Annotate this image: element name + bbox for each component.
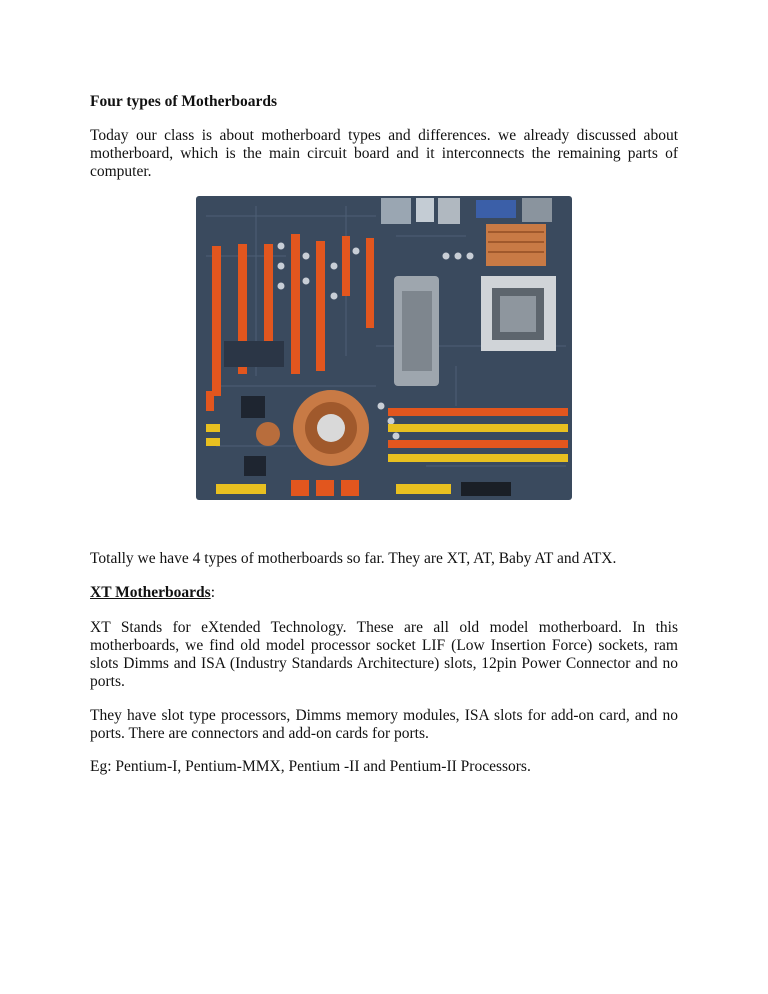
expansion-slot [342, 236, 350, 296]
xt-paragraph-2: They have slot type processors, Dimms memory modules, ISA slots for add-on card, and no ports. There are connectors and add-on cards for ports. [90, 707, 678, 742]
power-connector [461, 482, 511, 496]
brand-label-area [224, 341, 284, 367]
expansion-slot [316, 241, 325, 371]
xt-paragraph-3: Eg: Pentium-I, Pentium-MMX, Pentium -II and Pentium-II Processors. [90, 758, 531, 775]
chip [244, 456, 266, 476]
ram-slot [388, 440, 568, 448]
ram-slot [388, 424, 568, 432]
connector [396, 484, 451, 494]
vrm-heatsink [486, 224, 546, 266]
io-port [438, 198, 460, 224]
io-port [416, 198, 434, 222]
connector [291, 480, 309, 496]
expansion-slot [212, 246, 221, 396]
io-port [381, 198, 411, 224]
expansion-slot [366, 238, 374, 328]
connector [216, 484, 266, 494]
section-heading [90, 584, 678, 602]
chip [241, 396, 265, 418]
expansion-slot [291, 234, 300, 374]
io-port [522, 198, 552, 222]
motherboard-photo [196, 196, 572, 500]
xt-paragraph-1: XT Stands for eXtended Technology. These are all old model motherboard. In this motherboards, we find old model processor socket LIF (Low Insertion Force) sockets, ram slots Dimms and ISA (Industry Standards Architecture) slots, 12pin Power Connector and no ports. [90, 619, 678, 690]
page-title: Four types of Motherboards [90, 93, 277, 110]
intro-paragraph: Today our class is about motherboard types and differences. we already discussed about motherboard, which is the main circuit board and it interconnects the remaining parts of computer. [90, 127, 678, 180]
connector [341, 480, 359, 496]
summary-paragraph: Totally we have 4 types of motherboards so far. They are XT, AT, Baby AT and ATX. [90, 550, 617, 567]
expansion-slot [264, 244, 273, 344]
section-title: XT Motherboards [90, 584, 211, 601]
connector [316, 480, 334, 496]
io-port [476, 200, 516, 218]
ram-slot [388, 454, 568, 462]
ram-slot [388, 408, 568, 416]
section-colon: : [210, 584, 216, 601]
